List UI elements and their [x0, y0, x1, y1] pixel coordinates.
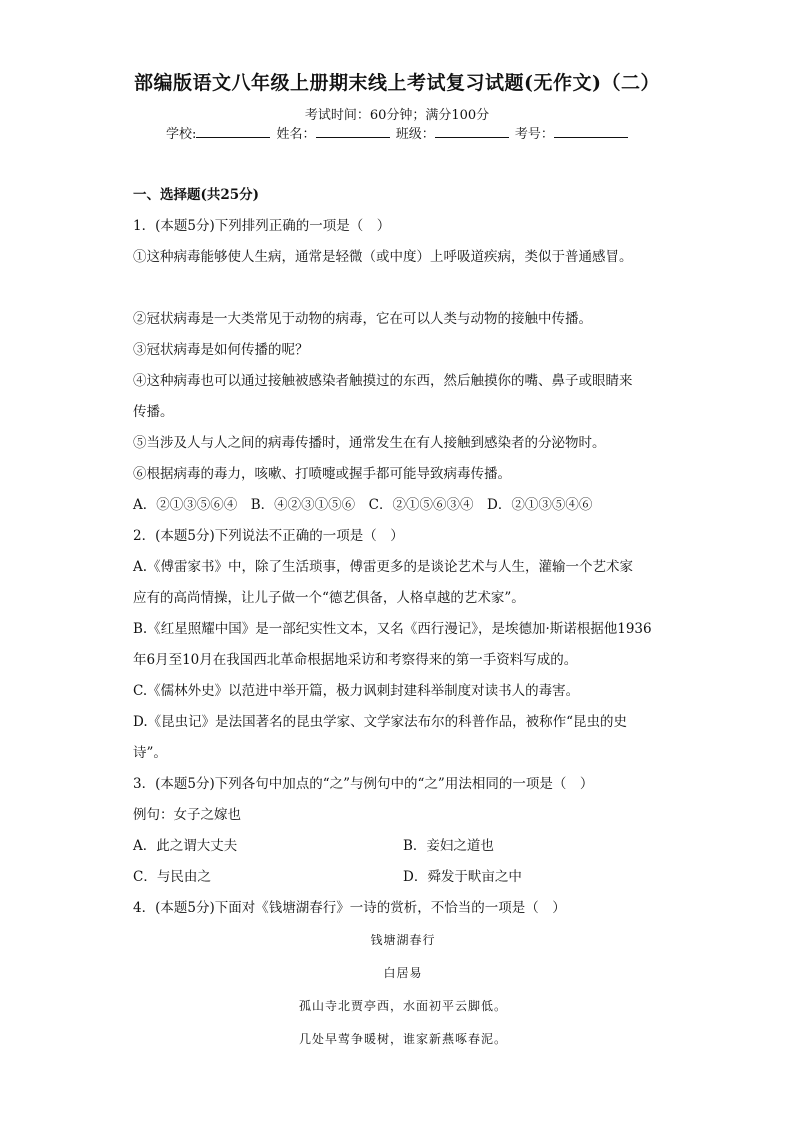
question-1-item: ①这种病毒能够使人生病，通常是轻微（或中度）上呼吸道疾病，类似于普通感冒。 [133, 249, 633, 265]
exam-time-info: 考试时间：60分钟；满分100分 [304, 108, 490, 123]
school-blank[interactable] [196, 125, 270, 138]
question-3-example: 例句：女子之嫁也 [133, 807, 241, 823]
exam-number-label: 考号： [514, 127, 554, 142]
question-1-item: ⑤当涉及人与人之间的病毒传播时，通常发生在有人接触到感染者的分泌物时。 [133, 435, 606, 451]
class-blank[interactable] [435, 125, 509, 138]
blank-gap [133, 273, 673, 304]
poem-title: 钱塘湖春行 [370, 933, 436, 947]
question-1-item: ④这种病毒也可以通过接触被感染者触摸过的东西，然后触摸你的嘴、鼻子或眼睛来 [133, 373, 633, 389]
question-1-item: ③冠状病毒是如何传播的呢？ [133, 342, 309, 358]
question-2-stem: 2．(本题5分)下列说法不正确的一项是（ ） [133, 528, 404, 544]
question-3-options-row [133, 862, 673, 893]
poem [133, 924, 673, 1056]
question-1-item: ②冠状病毒是一大类常见于动物的病毒，它在可以人类与动物的接触中传播。 [133, 311, 592, 327]
question-4-stem: 4．(本题5分)下面对《钱塘湖春行》一诗的赏析，不恰当的一项是（ ） [133, 900, 566, 916]
question-2-line: 应有的高尚情操，让儿子做一个“德艺俱备，人格卓越的艺术家”。 [133, 590, 525, 606]
poem-author: 白居易 [383, 966, 423, 980]
question-3-stem: 3．(本题5分)下列各句中加点的“之”与例句中的“之”用法相同的一项是（ ） [133, 776, 594, 792]
question-2-line: 诗”。 [133, 745, 167, 761]
student-info-row [166, 123, 630, 142]
question-2-line: 年6月至10月在我国西北革命根据地采访和考察得来的第一手资料写成的。 [133, 652, 578, 668]
question-1-stem: 1．(本题5分)下列排列正确的一项是（ ） [133, 218, 391, 234]
page-title: 部编版语文八年级上册期末线上考试复习试题(无作文)（二） [134, 72, 660, 94]
question-1-item: 传播。 [133, 404, 174, 420]
question-2-line: B.《红星照耀中国》是一部纪实性文本，又名《西行漫记》，是埃德加·斯诺根据他1936 [133, 621, 652, 637]
class-label: 班级： [395, 127, 435, 142]
section-heading: 一、选择题(共25分) [133, 187, 260, 203]
name-label: 姓名： [276, 127, 316, 142]
poem-line: 几处早莺争暖树，谁家新燕啄春泥。 [298, 1032, 507, 1046]
option-d: D．舜发于畎亩之中 [403, 869, 522, 885]
question-2-line: A.《傅雷家书》中，除了生活琐事，傅雷更多的是谈论艺术与人生，灌输一个艺术家 [133, 559, 634, 575]
question-1-options: A．②①③⑤⑥④ B．④②③①⑤⑥ C．②①⑤⑥③④ D．②①③⑤④⑥ [133, 497, 593, 513]
question-3-options-row [133, 831, 673, 862]
question-1-item: ⑥根据病毒的毒力，咳嗽、打喷嚏或握手都可能导致病毒传播。 [133, 466, 511, 482]
school-label: 学校: [166, 127, 197, 142]
name-blank[interactable] [316, 125, 390, 138]
exam-number-blank[interactable] [554, 125, 628, 138]
poem-line: 孤山寺北贾亭西，水面初平云脚低。 [298, 999, 507, 1013]
option-b: B．妾妇之道也 [403, 838, 494, 854]
question-2-line: C.《儒林外史》以范进中举开篇，极力讽刺封建科举制度对读书人的毒害。 [133, 683, 580, 699]
exam-content [133, 180, 673, 1056]
question-2-line: D.《昆虫记》是法国著名的昆虫学家、文学家法布尔的科普作品，被称作“昆虫的史 [133, 714, 628, 730]
option-a: A．此之谓大丈夫 [133, 838, 238, 854]
option-c: C．与民由之 [133, 869, 211, 885]
